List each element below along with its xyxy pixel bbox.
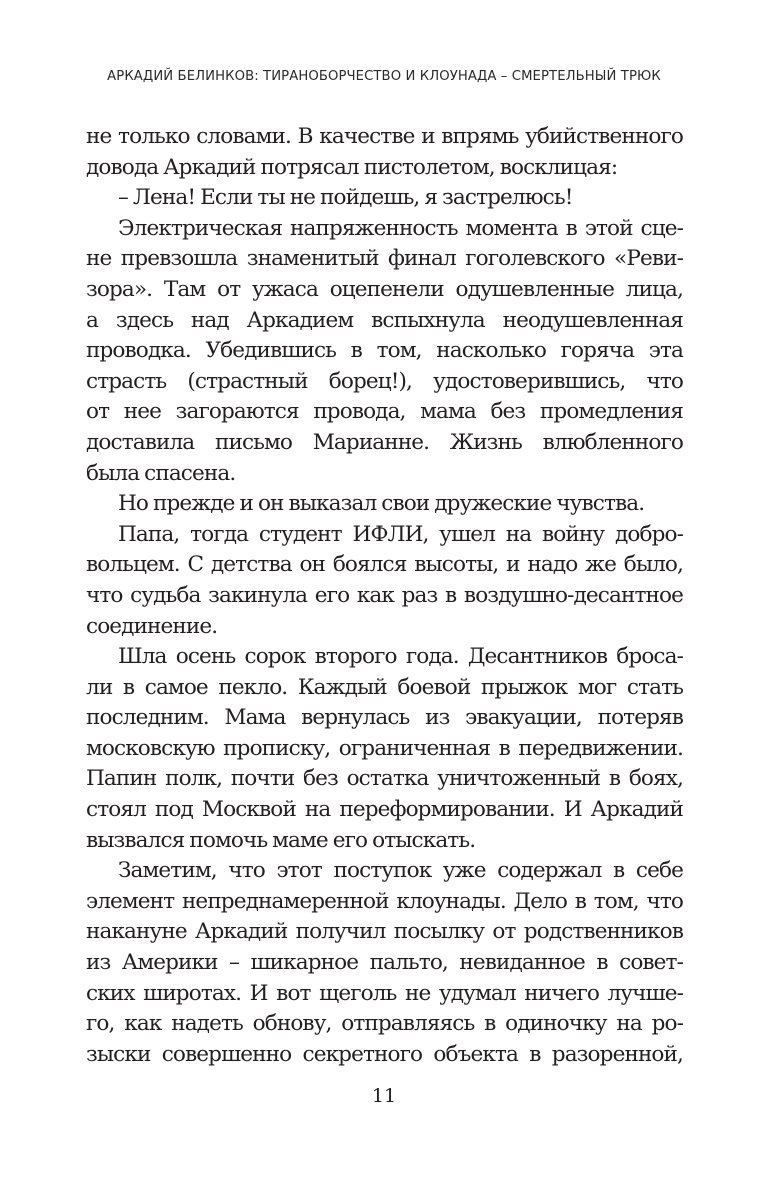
text-line: Но прежде и он выказал свои дружеские чувства. — [118, 491, 645, 517]
text-line: зора». Там от ужаса оцепенели одушевленные лица, — [86, 276, 683, 302]
text-line: а здесь над Аркадием вспыхнула неодушевленная — [86, 307, 683, 333]
page-number: 11 — [371, 1085, 397, 1107]
text-line: последним. Мама вернулась из эвакуации, потеряв — [86, 705, 683, 731]
text-line: довода Аркадий потрясал пистолетом, восклицая: — [86, 154, 618, 180]
text-line: не только словами. В качестве и впрямь убийственного — [86, 124, 683, 149]
text-line: страсть (страстный борец!), удостоверившись, что — [86, 368, 683, 394]
text-line: ли в самое пекло. Каждый боевой прыжок мог стать — [86, 674, 683, 700]
body-text — [86, 122, 683, 1070]
text-line: была спасена. — [86, 460, 236, 486]
text-line: элемент непреднамеренной клоунады. Дело в том, что — [86, 888, 683, 914]
text-line: доставила письмо Марианне. Жизнь влюбленного — [86, 429, 683, 455]
text-line: Папин полк, почти без остатка уничтоженный в боях, — [86, 766, 683, 792]
text-line: накануне Аркадий получил посылку от родственников — [86, 919, 683, 945]
text-line: вольцем. С детства он боялся высоты, и надо же было, — [86, 552, 683, 578]
text-line: зыски совершенно секретного объекта в разоренной, — [86, 1041, 683, 1067]
text-line: из Америки – шикарное пальто, невиданное в совет- — [86, 950, 683, 976]
text-line: Электрическая напряженность момента в этой сце- — [118, 215, 683, 241]
text-line: Заметим, что этот поступок уже содержал в себе — [118, 858, 683, 884]
text-line: стоял под Москвой на переформировании. И Аркадий — [86, 797, 683, 823]
text-line: московскую прописку, ограниченная в передвижении. — [86, 735, 683, 761]
text-line: не превзошла знаменитый финал гоголевского «Реви- — [86, 246, 683, 272]
text-line: – Лена! Если ты не пойдешь, я застрелюсь! — [118, 185, 573, 211]
text-line: что судьба закинула его как раз в воздушно-десантное — [86, 582, 683, 608]
text-line: го, как надеть обнову, отправляясь в одиночку на ро- — [86, 1011, 683, 1037]
text-line: вызвался помочь маме его отыскать. — [86, 827, 476, 853]
running-head: АРКАДИЙ БЕЛИНКОВ: ТИРАНОБОРЧЕСТВО И КЛОУНАДА – СМЕРТЕЛЬНЫЙ ТРЮК — [107, 69, 661, 84]
text-line: Шла осень сорок второго года. Десантников броса- — [118, 644, 683, 670]
text-line: от нее загораются провода, мама без промедления — [86, 399, 683, 425]
text-line: проводка. Убедившись в том, насколько горяча эта — [86, 338, 683, 364]
text-line: соединение. — [86, 613, 218, 639]
text-line: ских широтах. И вот щеголь не удумал ничего лучше- — [86, 980, 683, 1006]
text-line: Папа, тогда студент ИФЛИ, ушел на войну добро- — [118, 521, 683, 547]
